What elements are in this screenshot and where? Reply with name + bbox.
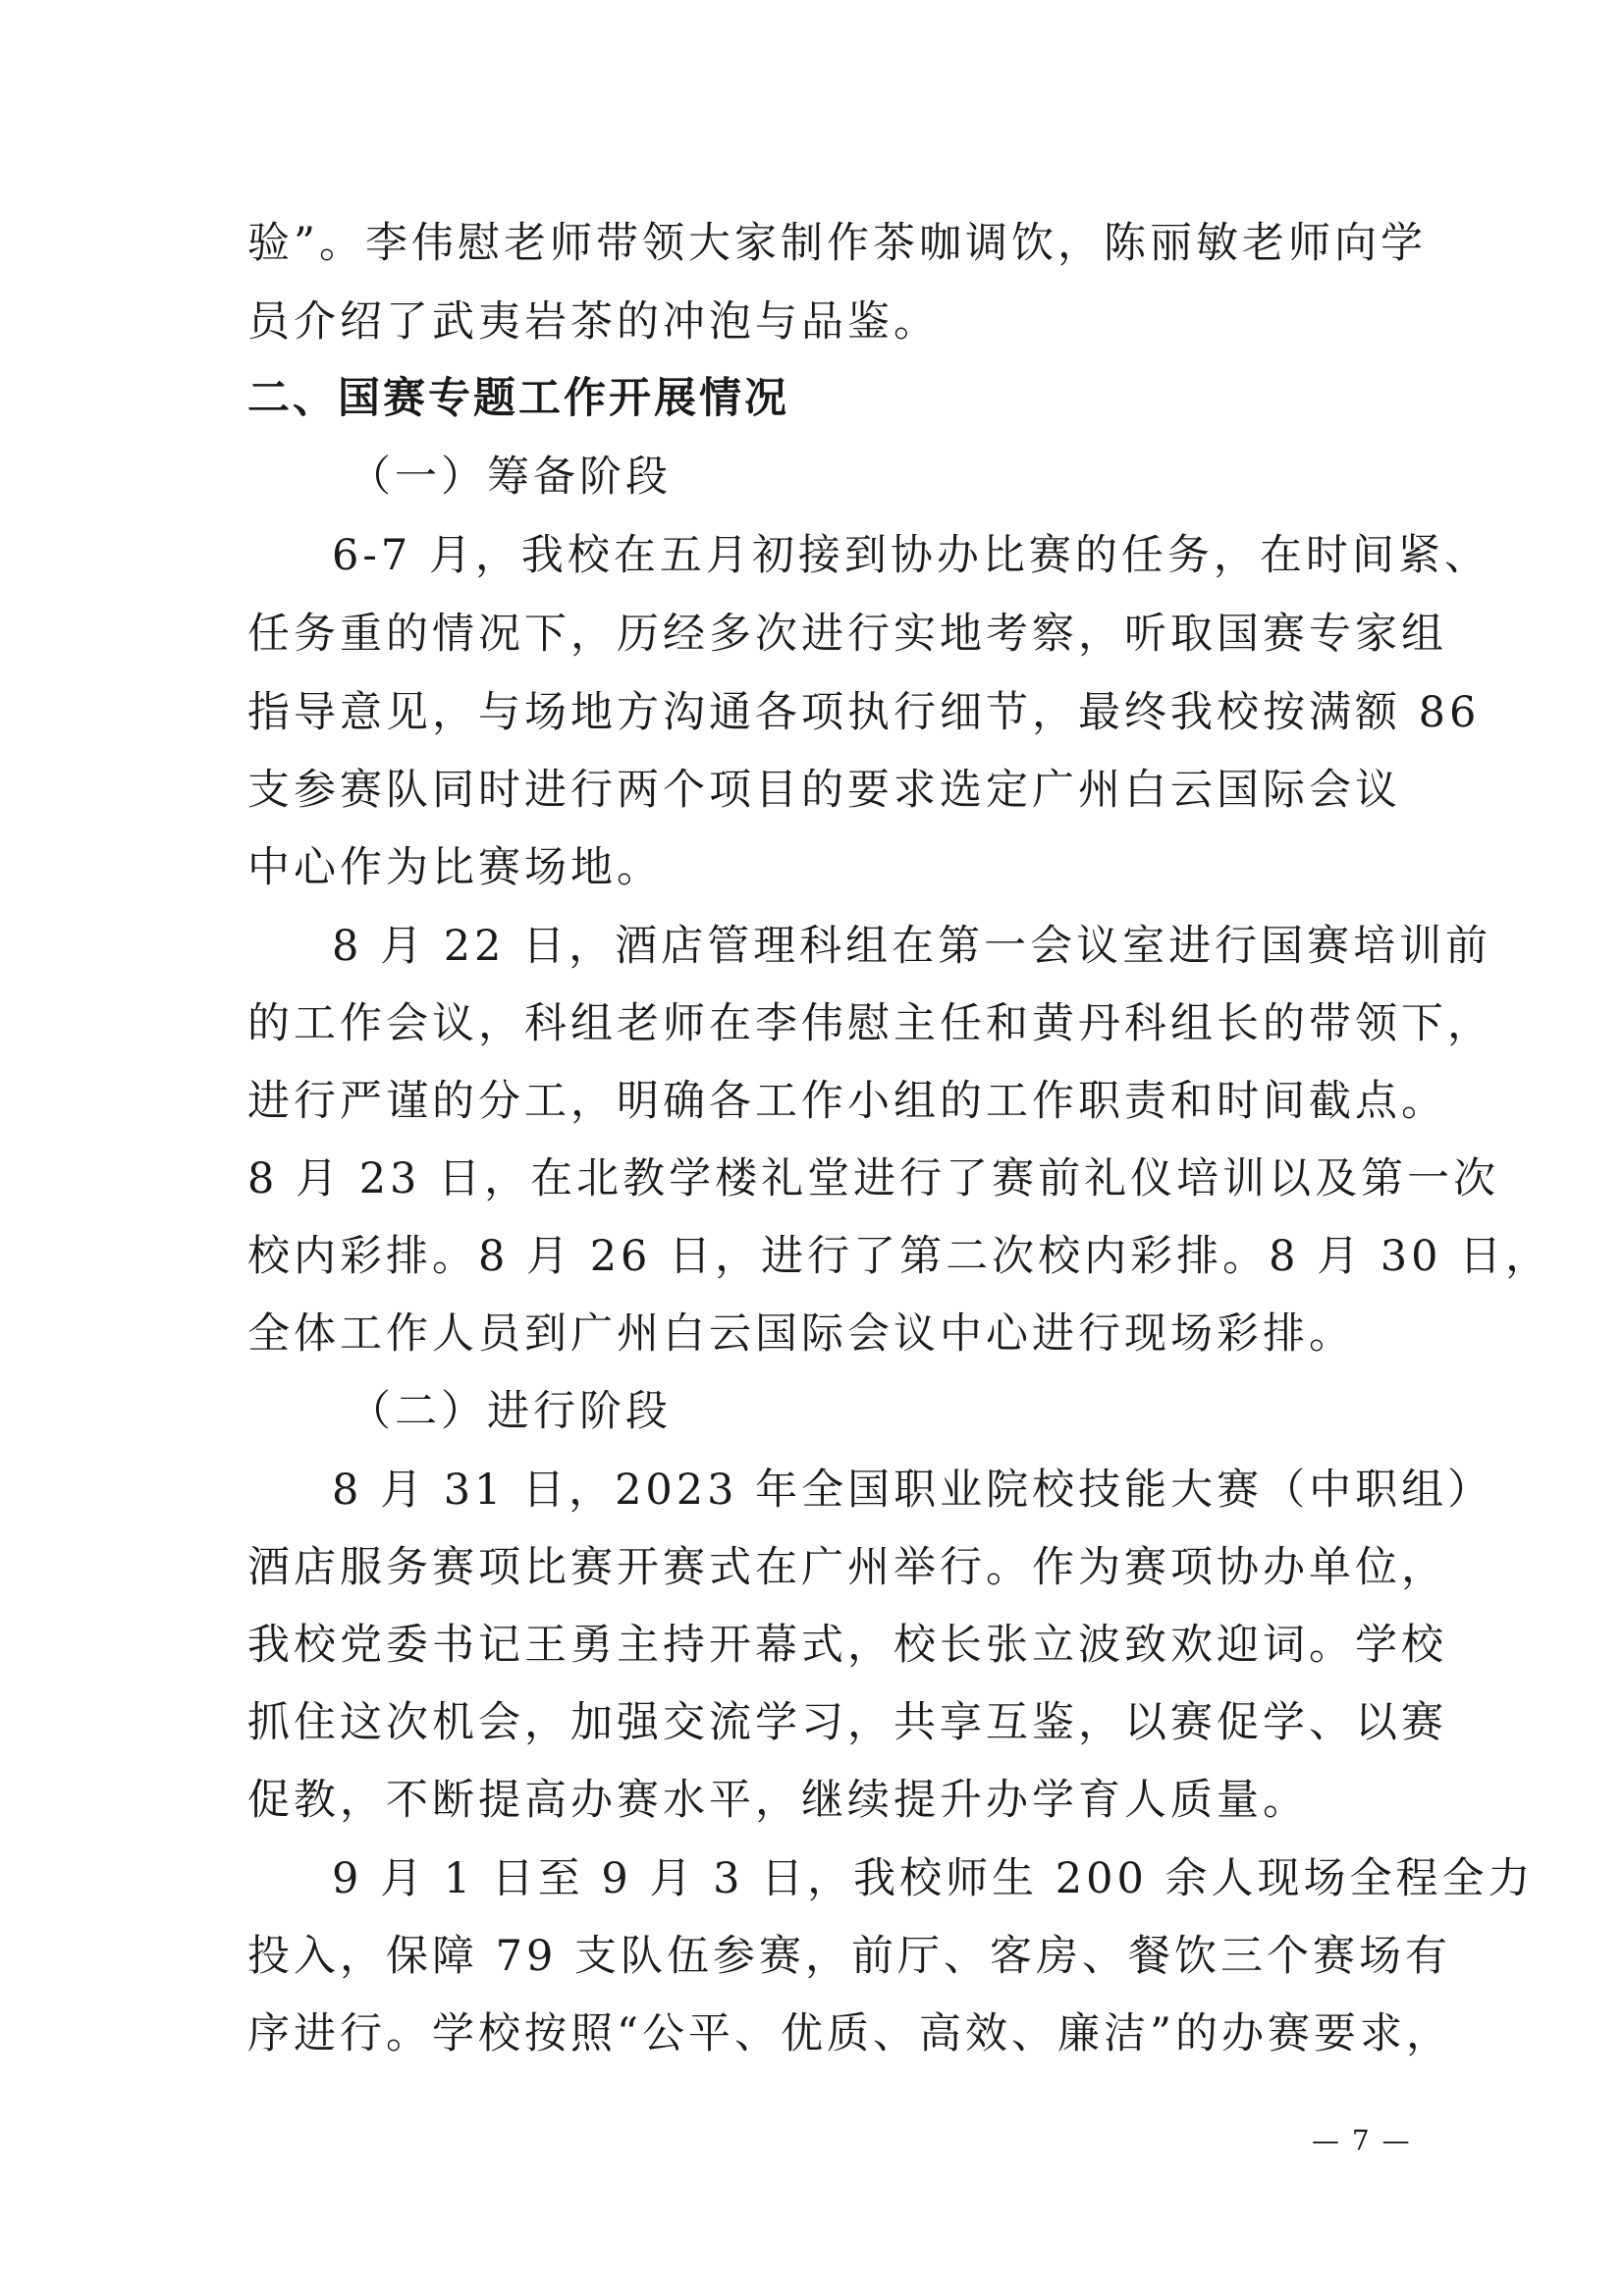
paragraph-line: 8 月 22 日，酒店管理科组在第一会议室进行国赛培训前 [332,922,1492,971]
section-heading: 二、国赛专题工作开展情况 [247,374,789,423]
paragraph-line: 序进行。学校按照“公平、优质、高效、廉洁”的办赛要求， [247,2009,1452,2058]
paragraph-line: 指导意见，与场地方沟通各项执行细节，最终我校按满额 86 [247,688,1481,737]
paragraph-line: 任务重的情况下，历经多次进行实地考察，听取国赛专家组 [247,610,1447,659]
subsection-heading: （一）筹备阶段 [349,453,672,502]
paragraph-line: 校内彩排。8 月 26 日，进行了第二次校内彩排。8 月 30 日， [247,1232,1552,1281]
paragraph-line: 我校党委书记王勇主持开幕式，校长张立波致欢迎词。学校 [247,1621,1447,1670]
paragraph-line: 抓住这次机会，加强交流学习，共享互鉴，以赛促学、以赛 [247,1698,1447,1747]
paragraph-line: 8 月 31 日，2023 年全国职业院校技能大赛（中职组） [332,1466,1494,1515]
paragraph-line: 支参赛队同时进行两个项目的要求选定广州白云国际会议 [247,766,1401,815]
paragraph-line: 8 月 23 日，在北教学楼礼堂进行了赛前礼仪培训以及第一次 [247,1154,1500,1203]
paragraph-line: 验”。李伟慰老师带领大家制作茶咖调饮，陈丽敏老师向学 [247,219,1427,268]
page-number: — 7 — [1312,2124,1412,2157]
paragraph-line: 中心作为比赛场地。 [247,843,663,892]
paragraph-line: 酒店服务赛项比赛开赛式在广州举行。作为赛项协办单位， [247,1543,1447,1592]
paragraph-line: 6-7 月，我校在五月初接到协办比赛的任务，在时间紧、 [332,531,1490,580]
paragraph-line: 全体工作人员到广州白云国际会议中心进行现场彩排。 [247,1309,1355,1359]
paragraph-line: 投入，保障 79 支队伍参赛，前厅、客房、餐饮三个赛场有 [247,1932,1452,1981]
paragraph-line: 促教，不断提高办赛水平，继续提升办学育人质量。 [247,1776,1309,1825]
paragraph-line: 员介绍了武夷岩茶的冲泡与品鉴。 [247,297,940,347]
paragraph-line: 9 月 1 日至 9 月 3 日，我校师生 200 余人现场全程全力 [332,1854,1535,1903]
paragraph-line: 的工作会议，科组老师在李伟慰主任和黄丹科组长的带领下， [247,999,1493,1048]
subsection-heading: （二）进行阶段 [349,1387,672,1436]
paragraph-line: 进行严谨的分工，明确各工作小组的工作职责和时间截点。 [247,1077,1447,1126]
